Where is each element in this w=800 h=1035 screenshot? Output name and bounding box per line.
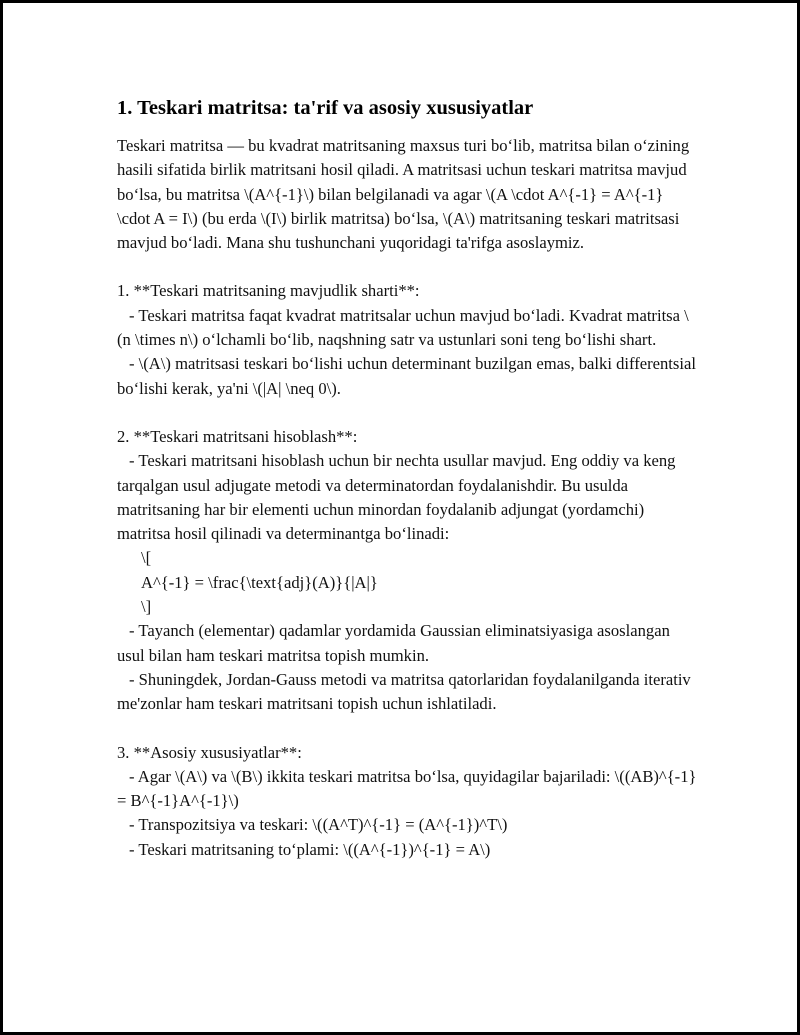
section-computation [117,425,697,717]
computation-item-jordan: - Shuningdek, Jordan-Gauss metodi va matritsa qatorlaridan foydalanilganda iterativ me'zonlar ham teskari matritsani topish uchun ishlatiladi. [117,669,691,714]
document-page [117,96,697,862]
existence-item-determinant: - \(A\) matritsasi teskari bo‘lishi uchun determinant buzilgan emas, balki differentsial bo‘lishi kerak, ya'ni \(|A| \neq 0\). [117,354,696,398]
section-title: 1. Teskari matritsa: ta'rif va asosiy xususiyatlar [117,97,534,119]
property-product: - Agar \(A\) va \(B\) ikkita teskari matritsa bo‘lsa, quyidagilar bajariladi: \((AB)^{-1} = B^{-1}A^{-1}\) [117,766,697,811]
computation-item-adjugate: - Teskari matritsani hisoblash uchun bir nechta usullar mavjud. Eng oddiy va keng tarqalgan usul adjugate metodi va determinatordan foydalanishdir. Bu usulda matritsaning har bir elementi uchun minordan foydalanib adjungat (yordamchi) matritsa hosil qilinadi va determinantga bo‘linadi: [117,451,676,544]
section-existence [117,279,697,400]
property-double-inverse: - Teskari matritsaning to‘plami: \((A^{-1})^{-1} = A\) [129,839,491,859]
section-properties [117,741,697,862]
existence-item-square: - Teskari matritsa faqat kvadrat matritsalar uchun mavjud bo‘ladi. Kvadrat matritsa \(n \times n\) o‘lchamli bo‘lib, naqshning satr va ustunlari soni teng bo‘lishi shart. [117,305,689,350]
existence-heading: 1. **Teskari matritsaning mavjudlik sharti**: [117,281,420,301]
intro-paragraph: Teskari matritsa — bu kvadrat matritsaning maxsus turi bo‘lib, matritsa bilan o‘zining hasili sifatida birlik matritsani hosil qiladi. A matritsasi uchun teskari matritsa mavjud bo‘lsa, bu matritsa \(A^{-1}\) bilan belgilanadi va agar \(A \cdot A^{-1} = A^{-1} \cdot A = I\) (bu erda \(I\) birlik matritsa) bo‘lsa, \(A\) matritsaning teskari matritsasi mavjud bo‘ladi. Mana shu tushunchani yuqoridagi ta'rifga asoslaymiz. [117,136,690,253]
formula-close: \] [141,597,152,617]
property-transpose: - Transpozitsiya va teskari: \((A^T)^{-1} = (A^{-1})^T\) [129,815,508,835]
formula-body: A^{-1} = \frac{\text{adj}(A)}{|A|} [141,572,378,592]
inverse-formula [117,546,697,619]
computation-heading: 2. **Teskari matritsani hisoblash**: [117,426,358,446]
properties-heading: 3. **Asosiy xususiyatlar**: [117,742,302,762]
computation-item-gauss: - Tayanch (elementar) qadamlar yordamida Gaussian eliminatsiyasiga asoslangan usul bilan ham teskari matritsa topish mumkin. [117,621,670,665]
formula-open: \[ [141,548,152,568]
